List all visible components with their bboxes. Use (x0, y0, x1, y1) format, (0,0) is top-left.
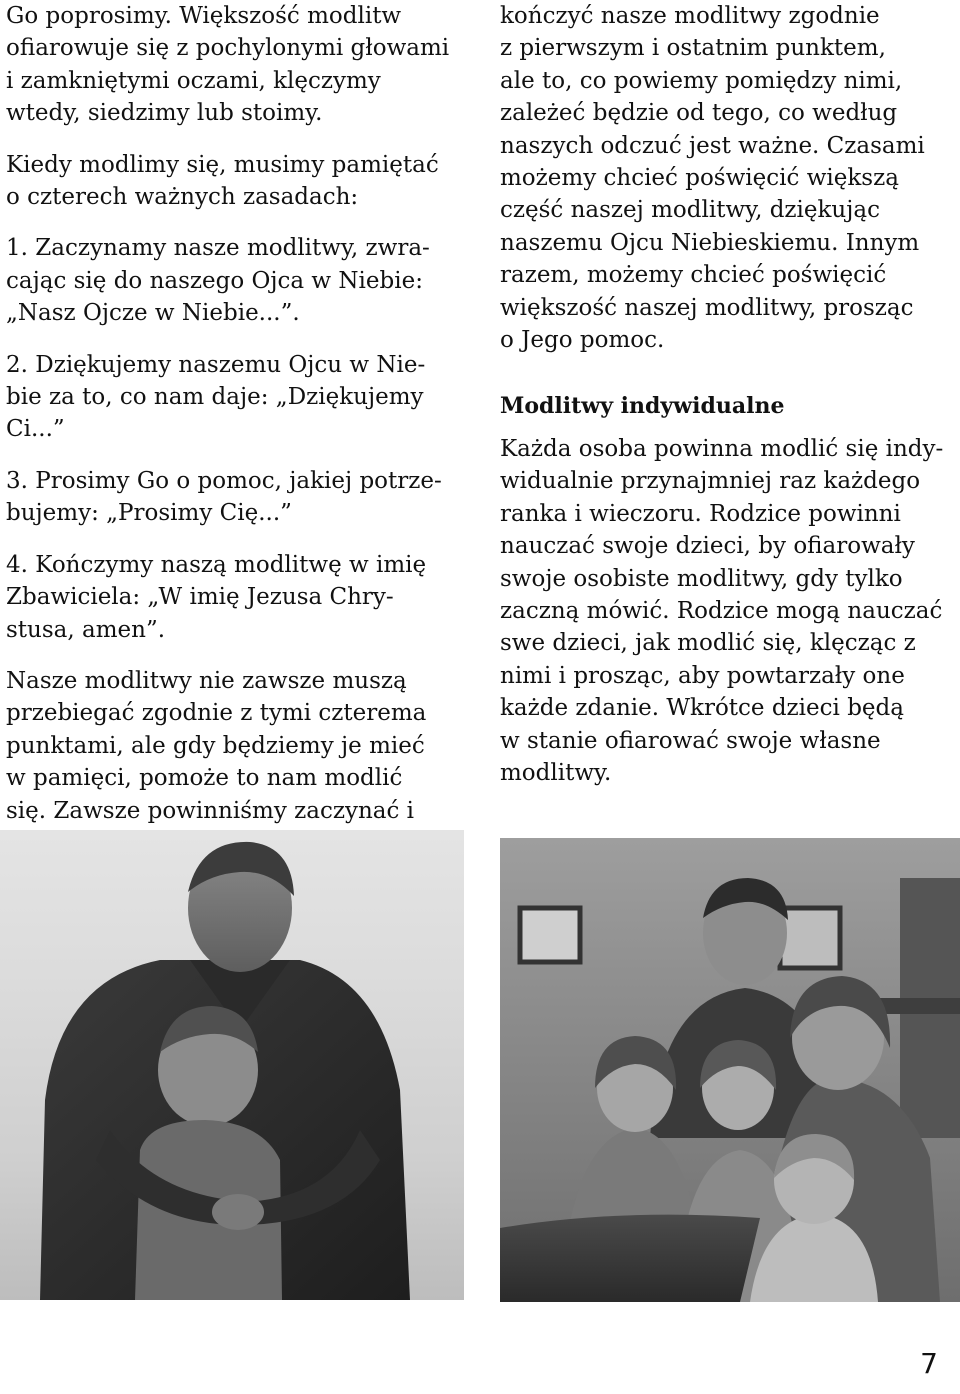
principles-intro: Kiedy modlimy się, musimy pamiętać o czterech ważnych zasadach: (6, 151, 439, 211)
photo-father-and-son-praying (0, 830, 464, 1300)
continuation-paragraph: kończyć nasze modlitwy zgodnie z pierwszym i ostatnim punktem, ale to, co powiemy pomiędzy nimi, zależeć będzie od tego, co według naszych odczuć jest ważne. Czasami możemy chcieć poświęcić większą część naszej modlitwy, dziękując naszemu Ojcu Niebieskiemu. Innym razem, możemy chcieć poświęcić większość naszej modlitwy, prosząc o Jego pomoc. (500, 3, 925, 354)
left-column (6, 0, 460, 827)
right-column (500, 0, 954, 789)
intro-paragraph: Go poprosimy. Większość modlitw ofiarowuje się z pochylonymi głowami i zamkniętymi oczami, klęczymy wtedy, siedzimy lub stoimy. (6, 3, 450, 127)
section-paragraph: Każda osoba powinna modlić się indy- widualnie przynajmniej raz każdego ranka i wieczoru. Rodzice powinni nauczać swoje dzieci, by ofiarowały swoje osobiste modlitwy, gdy tylko zaczną mówić. Rodzice mogą nauczać swe dzieci, jak modlić się, klęcząc z nimi i prosząc, aby powtarzały one każde zdanie. Wkrótce dzieci będą w stanie ofiarować swoje własne modlitwy. (500, 435, 944, 786)
list-item-1: 1. Zaczynamy nasze modlitwy, zwra- cając się do naszego Ojca w Niebie: „Nasz Ojcze w Niebie...”. (6, 235, 430, 327)
photo-family-praying (500, 838, 960, 1302)
list-item-3: 3. Prosimy Go o pomoc, jakiej potrze- bujemy: „Prosimy Cię...” (6, 467, 442, 527)
page-number: 7 (920, 1347, 938, 1380)
photo-illustration (0, 830, 464, 1300)
list-item-4: 4. Kończymy naszą modlitwę w imię Zbawiciela: „W imię Jezusa Chry- stusa, amen”. (6, 551, 427, 643)
list-item-2: 2. Dziękujemy naszemu Ojcu w Nie- bie za to, co nam daje: „Dziękujemy Ci...” (6, 351, 426, 443)
closing-paragraph: Nasze modlitwy nie zawsze muszą przebiegać zgodnie z tymi czterema punktami, ale gdy będziemy je mieć w pamięci, pomoże to nam modlić się. Zawsze powinniśmy zaczynać i (6, 667, 427, 824)
section-heading: Modlitwy indywidualne (500, 393, 785, 420)
photo-illustration (500, 838, 960, 1302)
